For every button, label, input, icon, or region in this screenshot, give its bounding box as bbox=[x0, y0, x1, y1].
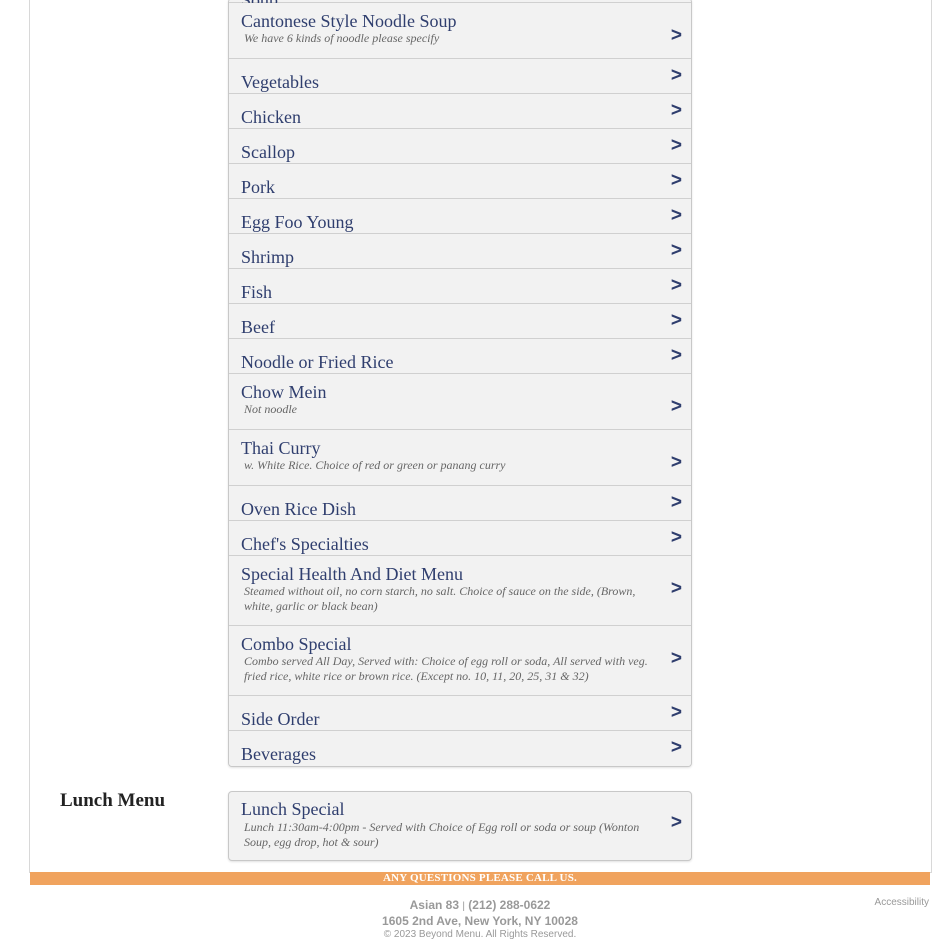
category-special-health-and-diet-menu[interactable] bbox=[229, 556, 691, 626]
category-title: Special Health And Diet Menu bbox=[241, 564, 463, 584]
category-chow-mein[interactable] bbox=[229, 374, 691, 430]
category-oven-rice-dish[interactable] bbox=[229, 486, 691, 521]
chevron-right-icon: > bbox=[670, 812, 682, 833]
category-title: Thai Curry bbox=[241, 438, 321, 458]
category-description: Not noodle bbox=[244, 402, 297, 416]
category-beef[interactable] bbox=[229, 304, 691, 339]
chevron-right-icon: > bbox=[670, 702, 682, 723]
category-title: Oven Rice Dish bbox=[241, 499, 356, 519]
chevron-right-icon: > bbox=[670, 170, 682, 191]
category-title: Egg Foo Young bbox=[241, 212, 354, 232]
category-description: Lunch 11:30am-4:00pm - Served with Choice of Egg roll or soda or soup (Wonton Soup, egg drop, hot & sour) bbox=[244, 820, 640, 849]
footer bbox=[30, 898, 930, 941]
category-description: w. White Rice. Choice of red or green or panang curry bbox=[244, 458, 506, 472]
chevron-right-icon: > bbox=[670, 65, 682, 86]
category-title: Chow Mein bbox=[241, 382, 327, 402]
category-title: Side Order bbox=[241, 709, 320, 729]
lunch-menu-category-list bbox=[228, 791, 692, 861]
chevron-right-icon: > bbox=[670, 135, 682, 156]
category-lunch-special[interactable] bbox=[229, 792, 691, 860]
category-title: Chicken bbox=[241, 107, 301, 127]
dinner-menu-category-list bbox=[228, 0, 692, 767]
lunch-menu-heading: Lunch Menu bbox=[60, 790, 166, 811]
chevron-right-icon: > bbox=[670, 310, 682, 331]
chevron-right-icon: > bbox=[670, 345, 682, 366]
category-title: Beverages bbox=[241, 744, 316, 764]
category-title: Scallop bbox=[241, 142, 295, 162]
category-side-order[interactable] bbox=[229, 696, 691, 731]
restaurant-address: 1605 2nd Ave, New York, NY 10028 bbox=[382, 914, 578, 928]
category-title: Cantonese Style Noodle Soup bbox=[241, 11, 457, 31]
chevron-right-icon: > bbox=[670, 737, 682, 758]
call-us-banner: ANY QUESTIONS PLEASE CALL US. bbox=[30, 872, 930, 885]
category-pork[interactable] bbox=[229, 164, 691, 199]
chevron-right-icon: > bbox=[670, 205, 682, 226]
category-shrimp[interactable] bbox=[229, 234, 691, 269]
category-fish[interactable] bbox=[229, 269, 691, 304]
chevron-right-icon: > bbox=[670, 396, 682, 417]
category-title: Vegetables bbox=[241, 72, 319, 92]
category-vegetables[interactable] bbox=[229, 59, 691, 94]
footer-separator: | bbox=[462, 901, 465, 912]
category-description: We have 6 kinds of noodle please specify bbox=[244, 31, 440, 45]
copyright-text: © 2023 Beyond Menu. All Rights Reserved. bbox=[383, 929, 577, 940]
accessibility-link[interactable]: Accessibility bbox=[874, 897, 929, 908]
category-title: Chef's Specialties bbox=[241, 534, 369, 554]
category-egg-foo-young[interactable] bbox=[229, 199, 691, 234]
restaurant-name: Asian 83 bbox=[409, 898, 459, 912]
chevron-right-icon: > bbox=[670, 578, 682, 599]
category-title: Beef bbox=[241, 317, 275, 337]
category-title: Combo Special bbox=[241, 634, 352, 654]
category-title: Noodle or Fried Rice bbox=[241, 352, 394, 372]
chevron-right-icon: > bbox=[670, 527, 682, 548]
category-description: Steamed without oil, no corn starch, no salt. Choice of sauce on the side, (Brown, white, garlic or black bean) bbox=[244, 584, 636, 613]
chevron-right-icon: > bbox=[670, 100, 682, 121]
chevron-right-icon: > bbox=[670, 25, 682, 46]
category-chef-s-specialties[interactable] bbox=[229, 521, 691, 556]
chevron-right-icon: > bbox=[670, 492, 682, 513]
category-thai-curry[interactable] bbox=[229, 430, 691, 486]
category-cantonese-style-noodle-soup[interactable] bbox=[229, 3, 691, 59]
category-title: Fish bbox=[241, 282, 273, 302]
category-description: Combo served All Day, Served with: Choice of egg roll or soda, All served with veg. fried rice, white rice or brown rice. (Except no. 10, 11, 20, 25, 31 & 32) bbox=[244, 654, 648, 683]
category-title: Lunch Special bbox=[241, 799, 345, 819]
category-scallop[interactable] bbox=[229, 129, 691, 164]
chevron-right-icon: > bbox=[670, 648, 682, 669]
category-title: Pork bbox=[241, 177, 276, 197]
chevron-right-icon: > bbox=[670, 452, 682, 473]
chevron-right-icon: > bbox=[670, 275, 682, 296]
category-noodle-or-fried-rice[interactable] bbox=[229, 339, 691, 374]
category-chicken[interactable] bbox=[229, 94, 691, 129]
category-combo-special[interactable] bbox=[229, 626, 691, 696]
category-title: Shrimp bbox=[241, 247, 295, 267]
category-beverages[interactable] bbox=[229, 731, 691, 766]
chevron-right-icon: > bbox=[670, 240, 682, 261]
restaurant-phone[interactable]: (212) 288-0622 bbox=[468, 898, 551, 912]
